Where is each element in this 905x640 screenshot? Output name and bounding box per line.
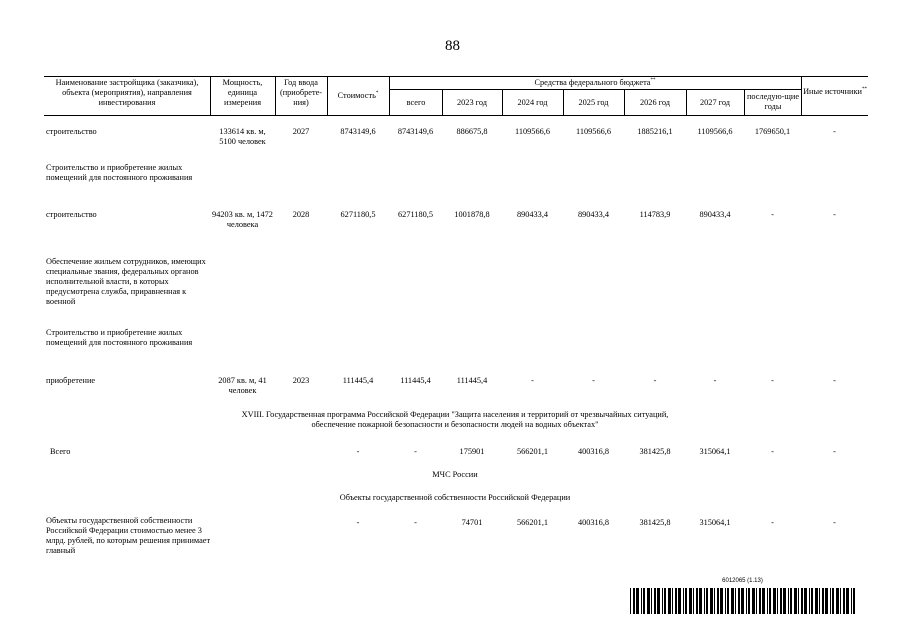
row-name: строительство: [46, 127, 97, 136]
row-total: 8743149,6: [397, 127, 434, 136]
header-capacity: Мощность, единица измерения: [222, 78, 263, 107]
row-2025: -: [592, 376, 595, 385]
header-2026: 2026 год: [640, 98, 670, 107]
row-2027: -: [713, 376, 717, 385]
row-other: -: [833, 518, 836, 527]
row-name: Объекты государственной собственности Российской Федерации стоимостью менее 3 млрд. рублей, по которым решения принимает главный: [46, 516, 211, 555]
section-title: МЧС России: [432, 470, 478, 479]
section-title: Объекты государственной собственности Российской Федерации: [339, 493, 571, 502]
row-2026: -: [653, 376, 657, 385]
col-divider: [210, 76, 211, 115]
header-bottom-border: [44, 115, 868, 116]
page-number: 88: [445, 38, 460, 54]
row-later: -: [771, 376, 774, 385]
row-2024: -: [531, 376, 534, 385]
row-name: Обеспечение жильем сотрудников, имеющих специальные звания, федеральных органов исполнительной власти, в которых предусмотрена служба, приравненная к военной: [46, 257, 206, 306]
row-cost: 6271180,5: [340, 210, 376, 219]
row-other: -: [833, 210, 836, 219]
row-2026: 381425,8: [639, 447, 671, 456]
row-cost: -: [356, 518, 360, 527]
row-2027: 890433,4: [699, 210, 731, 219]
header-other: Иные источники**: [803, 87, 867, 96]
row-2026: 381425,8: [639, 518, 671, 527]
row-capacity: 94203 кв. м, 1472 человека: [212, 210, 273, 229]
federal-subheader-line: [389, 89, 801, 90]
row-total: 111445,4: [400, 376, 431, 385]
barcode-id: 6012065 (1.13): [722, 578, 763, 584]
section-title: XVIII. Государственная программа Российской Федерации "Защита населения и территорий от чрезвычайных ситуаций, обеспечение пожарной безопасности и безопасности людей на водных объектах": [241, 410, 669, 429]
row-2023: 886675,8: [456, 127, 488, 136]
row-2023: 175901: [459, 447, 485, 456]
row-2027: 315064,1: [699, 447, 731, 456]
row-later: -: [771, 210, 774, 219]
row-2025: 400316,8: [577, 518, 610, 527]
row-cost: 111445,4: [342, 376, 374, 385]
header-name: Наименование застройщика (заказчика), объекта (мероприятия), направления инвестирования: [55, 78, 199, 107]
row-2023: 111445,4: [456, 376, 488, 385]
row-other: -: [833, 376, 836, 385]
row-other: -: [833, 447, 836, 456]
header-federal: Средства федерального бюджета**: [534, 78, 656, 87]
row-name: строительство: [46, 210, 97, 219]
row-year: 2027: [292, 127, 310, 136]
row-2025: 890433,4: [577, 210, 610, 219]
row-2026: 1885216,1: [637, 127, 673, 136]
header-cost: Стоимость*: [337, 91, 379, 100]
header-later: последую-щие годы: [746, 92, 800, 111]
header-total: всего: [406, 98, 426, 107]
row-2024: 566201,1: [516, 518, 549, 527]
row-2026: 114783,9: [639, 210, 671, 219]
row-2027: 1109566,6: [697, 127, 733, 136]
row-2027: 315064,1: [699, 518, 731, 527]
row-year: 2023: [292, 376, 310, 385]
header-2024: 2024 год: [517, 98, 548, 107]
header-2025: 2025 год: [578, 98, 609, 107]
row-cost: 8743149,6: [340, 127, 376, 136]
row-2024: 890433,4: [516, 210, 549, 219]
row-capacity: 133614 кв. м, 5100 человек: [219, 127, 266, 146]
header-year: Год ввода (приобрете-ния): [279, 78, 323, 107]
row-2024: 1109566,6: [515, 127, 550, 136]
header-2027: 2027 год: [700, 98, 730, 107]
row-other: -: [833, 127, 836, 136]
row-2025: 1109566,6: [576, 127, 611, 136]
row-2024: 566201,1: [516, 447, 549, 456]
row-capacity: 2087 кв. м, 41 человек: [218, 376, 267, 395]
row-name: Всего: [50, 447, 71, 456]
row-name: Строительство и приобретение жилых помещений для постоянного проживания: [46, 328, 193, 347]
row-total: 6271180,5: [398, 210, 433, 219]
row-cost: -: [356, 447, 360, 456]
header-2023: 2023 год: [457, 98, 487, 107]
row-total: -: [414, 447, 417, 456]
row-2023: 1001878,8: [454, 210, 490, 219]
row-year: 2028: [292, 210, 310, 219]
row-2023: 74701: [461, 518, 483, 527]
row-name: приобретение: [46, 376, 96, 385]
row-total: -: [414, 518, 417, 527]
row-name: Строительство и приобретение жилых помещений для постоянного проживания: [46, 163, 193, 182]
row-later: -: [771, 518, 774, 527]
barcode-icon: [630, 588, 855, 614]
row-later: -: [771, 447, 774, 456]
row-2025: 400316,8: [577, 447, 610, 456]
table-top-border: [44, 76, 868, 77]
row-later: 1769650,1: [754, 127, 791, 136]
